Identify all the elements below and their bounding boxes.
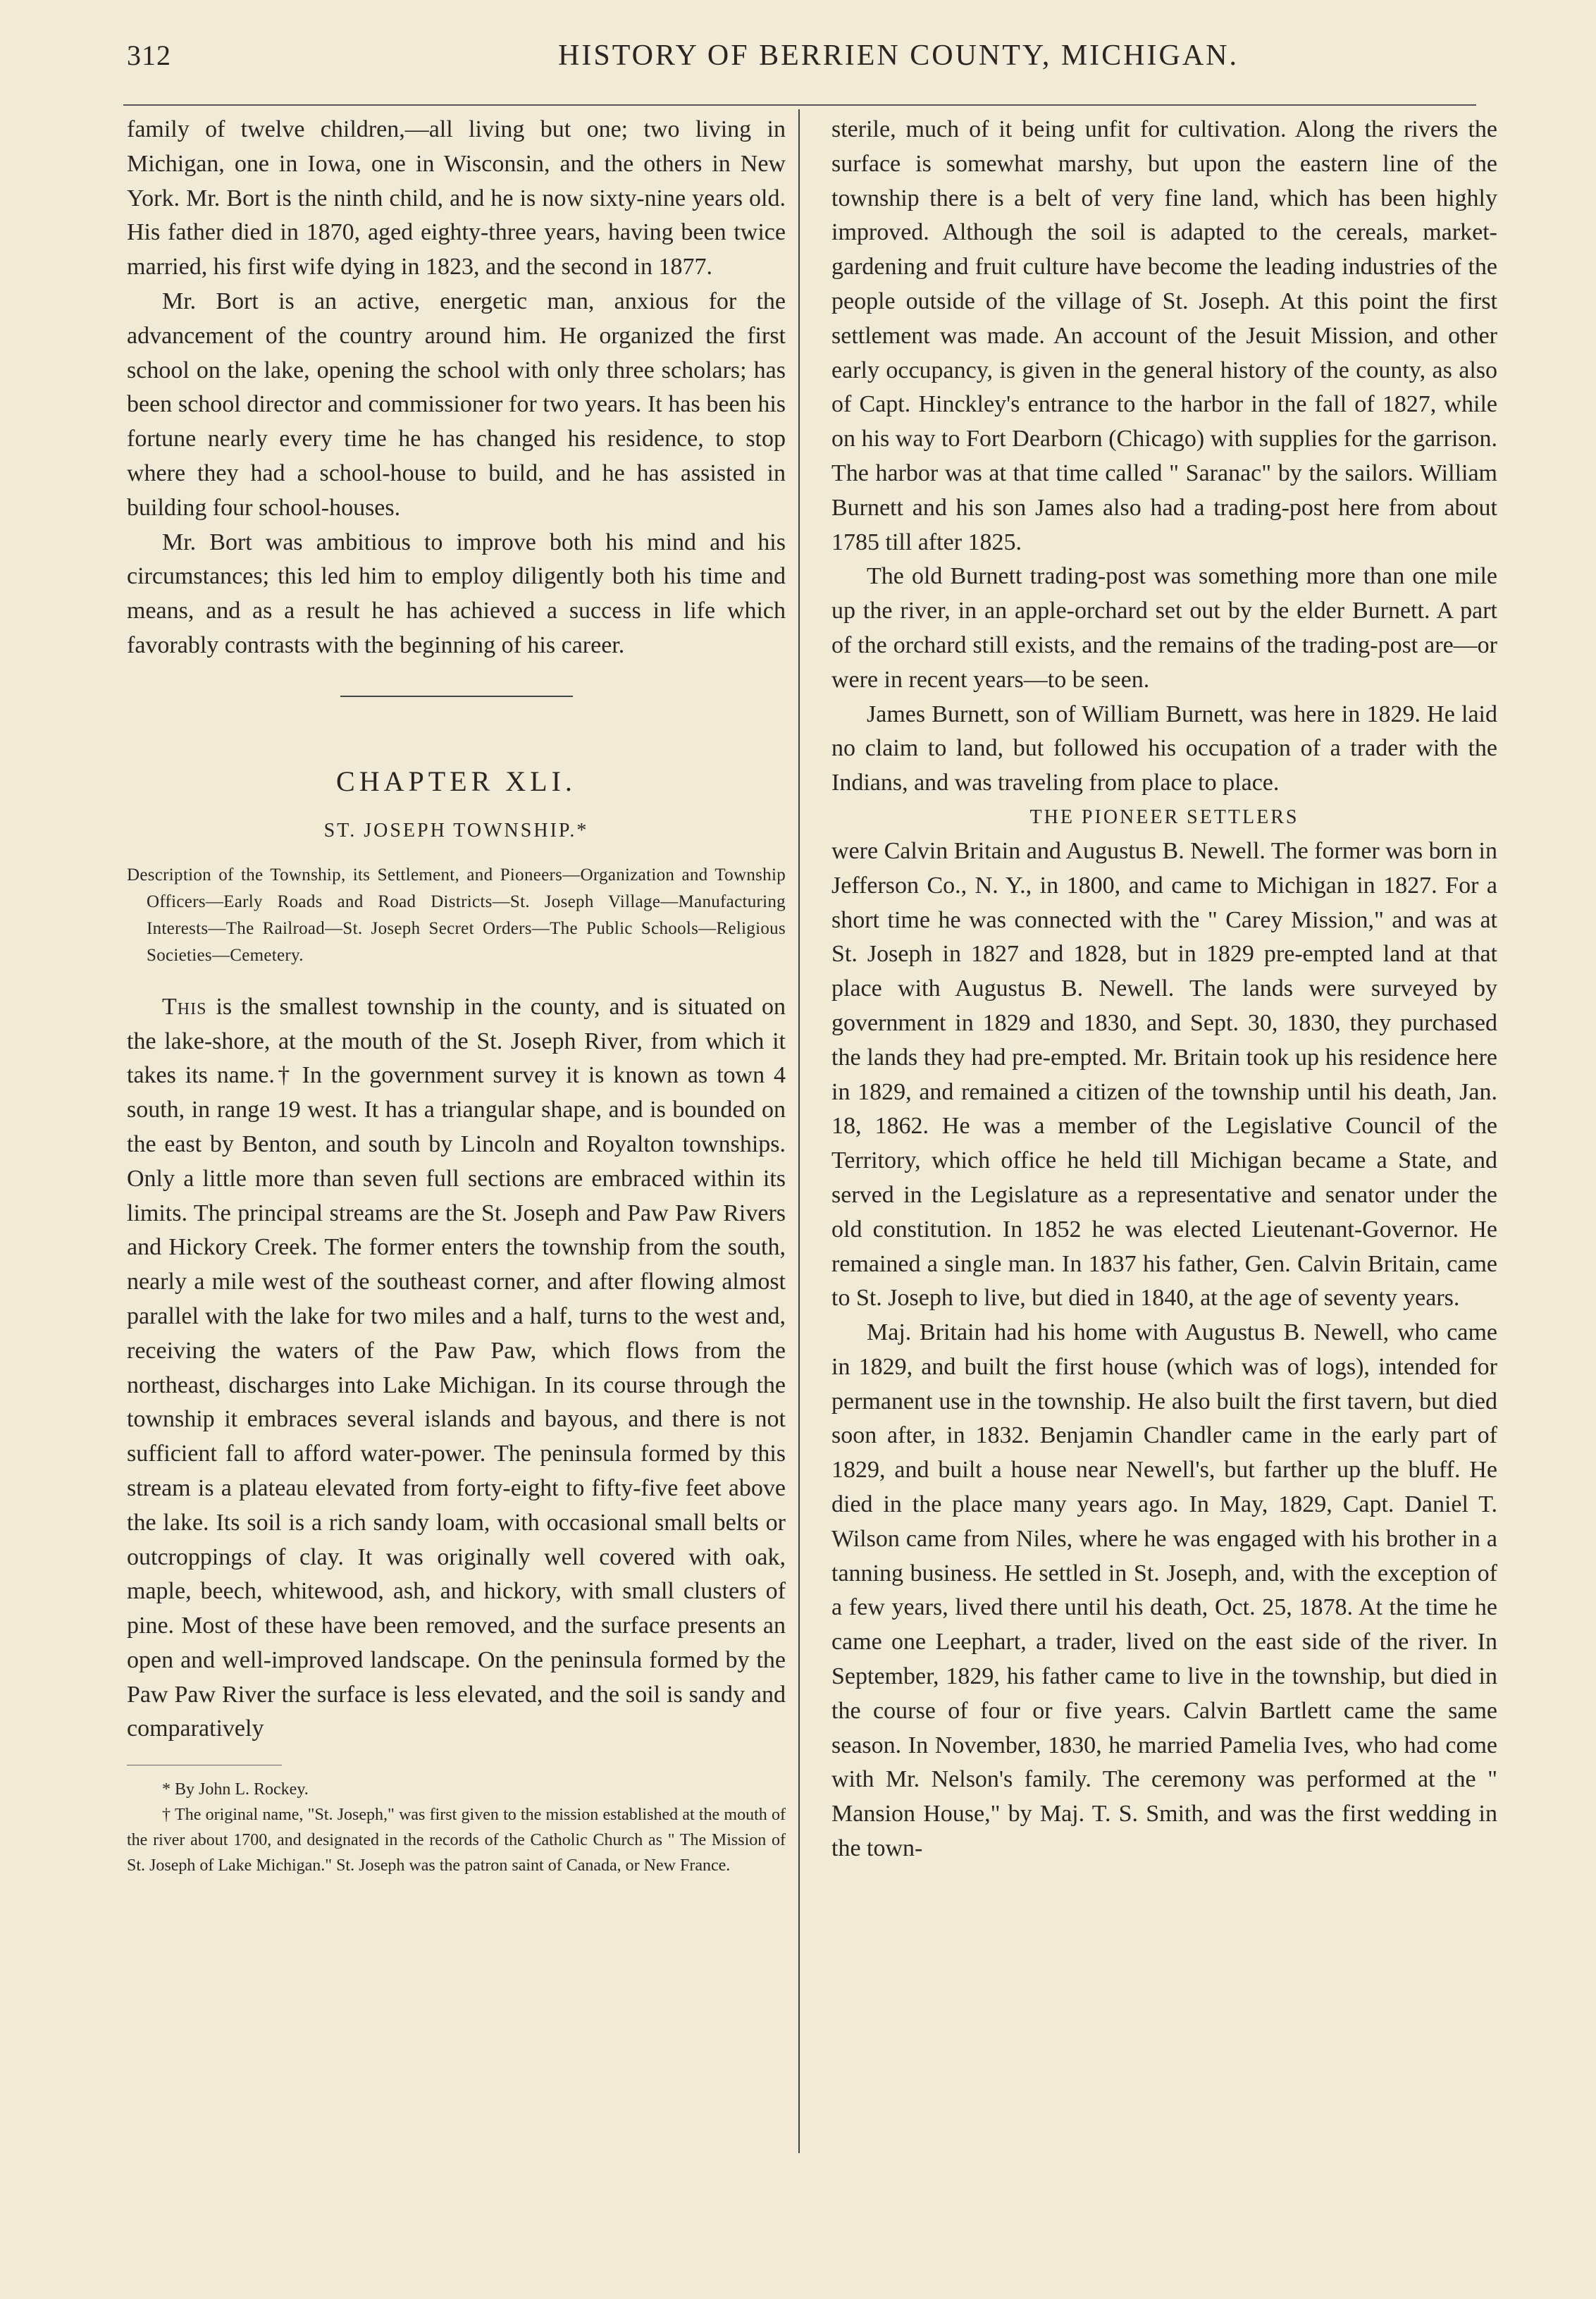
body-text: is the smallest township in the county, and is situated on the lake-shore, at the mouth of the St. Joseph River, from which it takes its name.† In the government survey it is known as town 4 south, in range 19 west. It has a triangular shape, and is bounded on the east by Benton, and south by Lincoln and Royalton townships. Only a little more than seven full sections are embraced within its limits. The principal streams are the St. Joseph and Paw Paw Rivers and Hickory Creek. The former enters the township from the south, nearly a mile west of the southeast corner, and after flowing almost parallel with the lake for two miles and a half, turns to the west and, receiving the waters of the Paw Paw, which flows from the northeast, discharges into Lake Michigan. In its course through the township it embraces several islands and bayous, and there is not sufficient fall to afford water-power. The peninsula formed by this stream is a plateau elevated from forty-eight to fifty-five feet above the lake. Its soil is a rich sandy loam, with occasional small belts or outcroppings of clay. It was originally well covered with oak, maple, beech, whitewood, ash, and hickory, with small clusters of pine. Most of these have been removed, and the surface presents an open and well-improved landscape. On the peninsula formed by the Paw Paw River the surface is less elevated, and the soil is sandy and comparatively (127, 993, 786, 1742)
page-number: 312 (127, 39, 171, 71)
left-column (127, 113, 786, 1878)
header-rule (123, 104, 1476, 106)
page-header (120, 39, 1501, 81)
paragraph: Maj. Britain had his home with Augustus B. Newell, who came in 1829, and built the first house (which was of logs), intended for permanent use in the township. He also built the first tavern, but died soon after, in 1832. Benjamin Chandler came in the early part of 1829, and built a house near Newell's, but farther up the bluff. He died in the place many years ago. In May, 1829, Capt. Daniel T. Wilson came from Niles, where he was engaged with his brother in a tanning business. He settled in St. Joseph, and, with the exception of a few years, lived there until his death, Oct. 25, 1878. At the time he came one Leephart, a trader, lived on the east side of the river. In September, 1829, his father came to live in the township, but died in the course of four or five years. Calvin Bartlett came the same season. In November, 1830, he married Pamelia Ives, who had come with Mr. Nelson's family. The ceremony was performed at the " Mansion House," by Maj. T. S. Smith, and was the first wedding in the town- (831, 1319, 1497, 1862)
right-column (831, 113, 1497, 1866)
chapter-synopsis: Description of the Township, its Settlement, and Pioneers—Organization and Township Officers—Early Roads and Road Districts—St. Joseph Village—Manufacturing Interests—The Railroad—St. Joseph Secret Orders—The Public Schools—Religious Societies—Cemetery. (127, 865, 786, 965)
chapter-body-paragraph (127, 990, 786, 1747)
column-divider (798, 109, 800, 2153)
paragraph: were Calvin Britain and Augustus B. Newell. The former was born in Jefferson Co., N. Y., in 1800, and came to Michigan in 1827. For a short time he was connected with the " Carey Mission," and was at St. Joseph in 1827 and 1828, but in 1829 pre-empted land at that place with Augustus B. Newell. The lands were surveyed by government in 1829 and 1830, and Sept. 30, 1830, they purchased the lands they had pre-empted. Mr. Britain took up his residence here in 1829, and remained a citizen of the township until his death, Jan. 18, 1862. He was a member of the Legislative Council of the Territory, which office he held till Michigan became a State, and served in the Legislature as a representative and senator under the old constitution. In 1852 he was elected Lieutenant-Governor. He remained a single man. In 1837 his father, Gen. Calvin Britain, came to St. Joseph to live, but died in 1840, at the age of seventy years. (831, 837, 1497, 1312)
paragraph: sterile, much of it being unfit for cultivation. Along the rivers the surface is somewhat marshy, but upon the eastern line of the township there is a belt of very fine land, which has been highly improved. Although the soil is adapted to the cereals, market-gardening and fruit culture have become the leading industries of the people outside of the village of St. Joseph. At this point the first settlement was made. An account of the Jesuit Mission, and other early occupancy, is given in the general history of the county, as also of Capt. Hinckley's entrance to the harbor in the fall of 1827, while on his way to Fort Dearborn (Chicago) with supplies for the garrison. The harbor was at that time called " Saranac" by the sailors. William Burnett and his son James also had a trading-post here from about 1785 till after 1825. (831, 116, 1497, 555)
chapter-title: CHAPTER XLI. (336, 765, 576, 797)
footnote: * By John L. Rockey. (162, 1780, 309, 1799)
section-heading: THE PIONEER SETTLERS (1029, 806, 1299, 828)
paragraph: family of twelve children,—all living but one; two living in Michigan, one in Iowa, one in Wisconsin, and the others in New York. Mr. Bort is the ninth child, and he is now sixty-nine years old. His father died in 1870, aged eighty-three years, having been twice married, his first wife dying in 1823, and the second in 1877. (127, 116, 786, 281)
paragraph: Mr. Bort is an active, energetic man, anxious for the advancement of the country around him. He organized the first school on the lake, opening the school with only three scholars; has been school director and commissioner for two years. It has been his fortune nearly every time he has changed his residence, to stop where they had a school-house to build, and he has assisted in building four school-houses. (127, 288, 786, 521)
paragraph: Mr. Bort was ambitious to improve both his mind and his circumstances; this led him to employ diligently both his time and means, and as a result he has achieved a success in life which favorably contrasts with the beginning of his career. (127, 529, 786, 658)
footnote: † The original name, "St. Joseph," was first given to the mission established at the mouth of the river about 1700, and designated in the records of the Catholic Church as " The Mission of St. Joseph of Lake Michigan." St. Joseph was the patron saint of Canada, or New France. (127, 1806, 786, 1875)
chapter-subtitle: ST. JOSEPH TOWNSHIP.* (323, 819, 589, 842)
paragraph: The old Burnett trading-post was something more than one mile up the river, in an apple-orchard set out by the elder Burnett. A part of the orchard still exists, and the remains of the trading-post are—or were in recent years—to be seen. (831, 563, 1497, 693)
section-divider (340, 696, 573, 697)
running-title: HISTORY OF BERRIEN COUNTY, MICHIGAN. (558, 39, 1239, 72)
drop-word: This (162, 993, 207, 1020)
paragraph: James Burnett, son of William Burnett, was here in 1829. He laid no claim to land, but followed his occupation of a trader with the Indians, and was traveling from place to place. (831, 701, 1497, 796)
